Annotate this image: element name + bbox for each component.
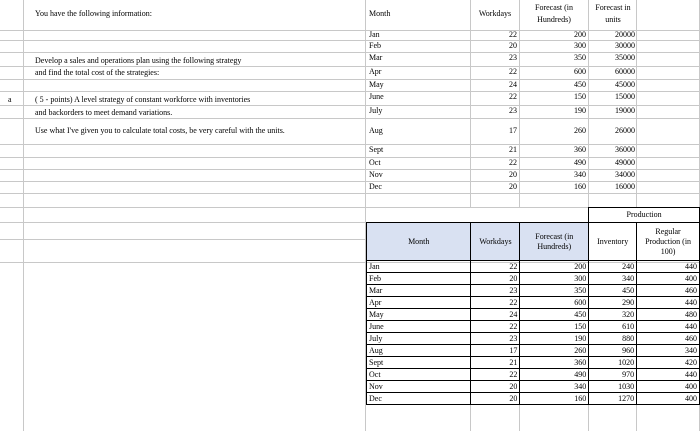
- top-row-month: Sept: [369, 145, 384, 154]
- cell-forecast: 600: [520, 297, 589, 309]
- top-row-forecast-units: 19000: [615, 106, 635, 115]
- bottom-header-inventory: Inventory: [589, 223, 637, 261]
- table-row: [367, 393, 700, 405]
- top-row-month: May: [369, 80, 384, 89]
- top-row-month: Mar: [369, 53, 383, 62]
- top-row-workdays: 20: [509, 182, 517, 191]
- cell-inventory: 340: [589, 273, 637, 285]
- cell-month: Dec: [367, 393, 471, 405]
- top-row-month: Apr: [369, 67, 382, 76]
- strategy-line-1: Develop a sales and operations plan using the following strategy: [35, 56, 242, 65]
- cell-inventory: 610: [589, 321, 637, 333]
- top-row-workdays: 21: [509, 145, 517, 154]
- cell-regular-production: 440: [637, 369, 700, 381]
- top-row-month: Dec: [369, 182, 382, 191]
- top-row-workdays: 22: [509, 67, 517, 76]
- top-row-forecast-hundreds: 360: [574, 145, 586, 154]
- cell-month: Apr: [367, 297, 471, 309]
- cell-workdays: 21: [471, 357, 520, 369]
- cell-month: June: [367, 321, 471, 333]
- cell-forecast: 200: [520, 261, 589, 273]
- cell-regular-production: 460: [637, 285, 700, 297]
- cell-workdays: 20: [471, 273, 520, 285]
- top-row-forecast-units: 45000: [615, 80, 635, 89]
- cell-inventory: 320: [589, 309, 637, 321]
- top-row-forecast-units: 20000: [615, 30, 635, 39]
- table-row: [367, 297, 700, 309]
- top-row-forecast-units: 35000: [615, 53, 635, 62]
- top-header-forecast-units-2: units: [605, 15, 621, 24]
- cell-regular-production: 420: [637, 357, 700, 369]
- cell-workdays: 23: [471, 285, 520, 297]
- cell-regular-production: 400: [637, 273, 700, 285]
- top-row-workdays: 17: [509, 126, 517, 135]
- top-row-month: Oct: [369, 158, 381, 167]
- cell-inventory: 1020: [589, 357, 637, 369]
- top-row-forecast-units: 26000: [615, 126, 635, 135]
- cell-month: July: [367, 333, 471, 345]
- table-row: [367, 309, 700, 321]
- cell-inventory: 240: [589, 261, 637, 273]
- production-table: [366, 207, 700, 405]
- table-row: [367, 369, 700, 381]
- cell-month: Mar: [367, 285, 471, 297]
- cell-forecast: 260: [520, 345, 589, 357]
- top-row-forecast-units: 30000: [615, 41, 635, 50]
- cell-forecast: 360: [520, 357, 589, 369]
- table-row: [367, 357, 700, 369]
- top-row-forecast-units: 36000: [615, 145, 635, 154]
- cell-regular-production: 400: [637, 393, 700, 405]
- top-row-forecast-hundreds: 490: [574, 158, 586, 167]
- top-row-workdays: 24: [509, 80, 517, 89]
- table-row: [367, 345, 700, 357]
- top-header-forecast-units-1: Forecast in: [595, 3, 631, 12]
- units-note: Use what I've given you to calculate total costs, be very careful with the units.: [35, 126, 285, 135]
- top-row-workdays: 23: [509, 106, 517, 115]
- table-row: [367, 285, 700, 297]
- top-row-forecast-units: 49000: [615, 158, 635, 167]
- cell-month: Oct: [367, 369, 471, 381]
- cell-forecast: 350: [520, 285, 589, 297]
- cell-month: Jan: [367, 261, 471, 273]
- cell-inventory: 970: [589, 369, 637, 381]
- part-line-1: ( 5 - points) A level strategy of constant workforce with inventories: [35, 95, 251, 104]
- table-row: [367, 381, 700, 393]
- cell-regular-production: 440: [637, 261, 700, 273]
- top-row-forecast-hundreds: 260: [574, 126, 586, 135]
- top-row-forecast-hundreds: 160: [574, 182, 586, 191]
- top-row-workdays: 22: [509, 92, 517, 101]
- cell-workdays: 22: [471, 321, 520, 333]
- production-header-spacer: [367, 208, 589, 223]
- top-row-month: Aug: [369, 126, 383, 135]
- top-row-forecast-hundreds: 450: [574, 80, 586, 89]
- bottom-header-workdays: Workdays: [471, 223, 520, 261]
- bottom-header-forecast: Forecast (in Hundreds): [520, 223, 589, 261]
- cell-inventory: 450: [589, 285, 637, 297]
- cell-workdays: 20: [471, 381, 520, 393]
- top-row-month: Jan: [369, 30, 380, 39]
- cell-regular-production: 340: [637, 345, 700, 357]
- cell-inventory: 290: [589, 297, 637, 309]
- cell-month: Feb: [367, 273, 471, 285]
- top-row-workdays: 23: [509, 53, 517, 62]
- top-row-forecast-hundreds: 350: [574, 53, 586, 62]
- top-row-forecast-hundreds: 200: [574, 30, 586, 39]
- cell-workdays: 22: [471, 369, 520, 381]
- cell-month: Nov: [367, 381, 471, 393]
- cell-workdays: 23: [471, 333, 520, 345]
- cell-forecast: 190: [520, 333, 589, 345]
- table-row: [367, 261, 700, 273]
- part-line-2: and backorders to meet demand variations.: [35, 108, 173, 117]
- cell-forecast: 300: [520, 273, 589, 285]
- cell-workdays: 22: [471, 261, 520, 273]
- cell-month: Sept: [367, 357, 471, 369]
- cell-regular-production: 460: [637, 333, 700, 345]
- cell-forecast: 150: [520, 321, 589, 333]
- top-header-workdays: Workdays: [478, 9, 512, 18]
- cell-forecast: 450: [520, 309, 589, 321]
- top-row-forecast-hundreds: 150: [574, 92, 586, 101]
- cell-forecast: 490: [520, 369, 589, 381]
- top-row-workdays: 20: [509, 41, 517, 50]
- top-header-forecast-hundreds-2: Hundreds): [537, 15, 571, 24]
- top-row-month: Nov: [369, 170, 383, 179]
- top-row-workdays: 20: [509, 170, 517, 179]
- cell-inventory: 1270: [589, 393, 637, 405]
- bottom-header-regular-production: Regular Production (in 100): [637, 223, 700, 261]
- part-label: a: [8, 95, 12, 104]
- top-row-forecast-hundreds: 300: [574, 41, 586, 50]
- top-row-forecast-hundreds: 340: [574, 170, 586, 179]
- cell-month: May: [367, 309, 471, 321]
- production-group-header: Production: [589, 208, 700, 223]
- cell-workdays: 24: [471, 309, 520, 321]
- top-row-month: June: [369, 92, 384, 101]
- top-row-month: Feb: [369, 41, 381, 50]
- cell-regular-production: 440: [637, 321, 700, 333]
- cell-workdays: 17: [471, 345, 520, 357]
- top-row-workdays: 22: [509, 30, 517, 39]
- top-header-month: Month: [369, 9, 391, 18]
- cell-inventory: 960: [589, 345, 637, 357]
- table-row: [367, 333, 700, 345]
- cell-regular-production: 440: [637, 297, 700, 309]
- cell-forecast: 340: [520, 381, 589, 393]
- cell-inventory: 1030: [589, 381, 637, 393]
- cell-regular-production: 400: [637, 381, 700, 393]
- cell-regular-production: 480: [637, 309, 700, 321]
- bottom-table-body: [367, 261, 700, 405]
- top-row-forecast-units: 15000: [615, 92, 635, 101]
- top-row-workdays: 22: [509, 158, 517, 167]
- top-row-forecast-hundreds: 190: [574, 106, 586, 115]
- top-header-forecast-hundreds-1: Forecast (in: [535, 3, 573, 12]
- table-row: [367, 321, 700, 333]
- info-heading: You have the following information:: [35, 9, 152, 18]
- top-row-forecast-units: 34000: [615, 170, 635, 179]
- table-row: [367, 273, 700, 285]
- bottom-header-month: Month: [367, 223, 471, 261]
- cell-workdays: 20: [471, 393, 520, 405]
- top-row-forecast-units: 60000: [615, 67, 635, 76]
- cell-inventory: 880: [589, 333, 637, 345]
- cell-month: Aug: [367, 345, 471, 357]
- strategy-line-2: and find the total cost of the strategies:: [35, 68, 160, 77]
- cell-forecast: 160: [520, 393, 589, 405]
- top-row-forecast-hundreds: 600: [574, 67, 586, 76]
- cell-workdays: 22: [471, 297, 520, 309]
- top-row-forecast-units: 16000: [615, 182, 635, 191]
- top-row-month: July: [369, 106, 383, 115]
